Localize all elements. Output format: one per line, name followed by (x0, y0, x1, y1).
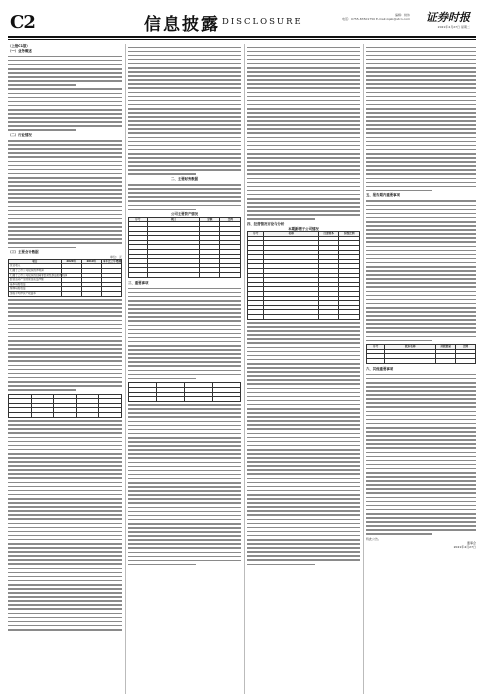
table-header-cell: 注册资本 (318, 232, 339, 237)
detail-table (128, 382, 241, 401)
editor-contact: 电话：0755-83501750 E-mail:zqsb@stcn.com (342, 17, 410, 21)
body-text (8, 299, 122, 391)
editor-info (250, 13, 410, 21)
col2-heading-financial: 二、主要财务数据 (170, 177, 199, 181)
header-rule-thick (8, 36, 476, 38)
signature-date: 2021年4月27日 (453, 545, 476, 550)
column-2 (128, 44, 241, 694)
table-header-cell: 项目 (147, 217, 199, 222)
column-3 (247, 44, 360, 694)
table-caption: 本期新增子公司情况 (288, 226, 319, 231)
table-header-cell: 持股比例 (339, 232, 360, 237)
asset-table (128, 217, 241, 278)
body-text (8, 56, 122, 131)
table-header-cell: 比例 (220, 217, 241, 222)
subsidiary-table (247, 231, 360, 319)
editor-name: 编辑：姚伟 (394, 13, 410, 17)
col1-heading-industry: （二）行业情况 (8, 132, 32, 137)
table-header-cell: 2020年 (61, 259, 81, 264)
body-text (247, 47, 360, 221)
table-header-cell: 序号 (367, 345, 385, 350)
col1-heading-business: （一）业务概述 (8, 48, 32, 53)
body-text (128, 184, 241, 210)
section-title-en: DISCLOSURE (222, 17, 303, 27)
body-text (366, 47, 476, 192)
body-text (366, 200, 476, 341)
table-cell: 经营活动产生的现金流量净额 (9, 278, 62, 283)
column-divider (125, 44, 126, 694)
body-text (8, 420, 122, 630)
issue-date: 2021年4月27日 星期二 (437, 25, 470, 29)
page-number: C2 (10, 12, 35, 33)
table-cell: 基本每股收益 (9, 282, 62, 287)
table-header-cell: 比例 (456, 345, 476, 350)
table-cell: 归属于上市公司股东的净利润 (9, 268, 62, 273)
col1-heading-accounting: （三）主要会计数据 (8, 250, 39, 255)
table-header-cell: 本年比上年增减 (102, 259, 122, 263)
body-text (366, 374, 476, 535)
header-rule-thin (8, 39, 476, 40)
table-header-cell: 序号 (248, 232, 264, 237)
col4-heading-other: 六、其他重要事项 (366, 366, 394, 371)
newspaper-masthead: 证券时报 (426, 11, 470, 24)
body-text (128, 404, 241, 565)
table-header-cell: 名称 (264, 232, 319, 237)
body-text (247, 322, 360, 565)
continued-note: （上接C1版） (8, 44, 30, 48)
column-4 (366, 44, 476, 694)
quarterly-table (8, 394, 122, 418)
table-cell: 稀释每股收益 (9, 287, 62, 292)
signature-company: 董事会 (466, 541, 476, 546)
body-text (128, 288, 241, 380)
section-title-cn: 信息披露 (144, 15, 220, 35)
table-cell: 营业收入 (9, 264, 62, 269)
notice-closing: 特此公告。 (366, 536, 382, 541)
table-caption: 公司主要资产情况 (170, 212, 199, 217)
col3-heading-operations: 四、经营情况讨论与分析 (247, 222, 285, 227)
table-header-cell: 股东名称 (385, 345, 436, 350)
column-1 (8, 44, 122, 694)
body-text (128, 47, 241, 176)
column-divider (244, 44, 245, 694)
table-cell: 加权平均净资产收益率 (9, 291, 62, 296)
table-header-cell: 序号 (129, 217, 148, 222)
page-header (8, 6, 476, 36)
col4-heading-events: 五、报告期内重要事项 (366, 193, 400, 198)
shareholder-table (366, 344, 476, 363)
table-header-cell: 2019年 (81, 259, 101, 264)
body-text (8, 140, 122, 248)
table-header-cell: 持股数量 (436, 345, 456, 350)
table-header-cell: 项目 (9, 259, 62, 264)
financial-table (8, 259, 122, 297)
table-cell: 归属于上市公司股东的扣除非经常性损益的净利润 (10, 273, 68, 277)
table-header-cell: 金额 (199, 217, 220, 222)
column-divider (363, 44, 364, 694)
col2-heading-matters: 三、重要事项 (128, 280, 149, 285)
table-unit-caption: 单位：元 (109, 254, 122, 259)
